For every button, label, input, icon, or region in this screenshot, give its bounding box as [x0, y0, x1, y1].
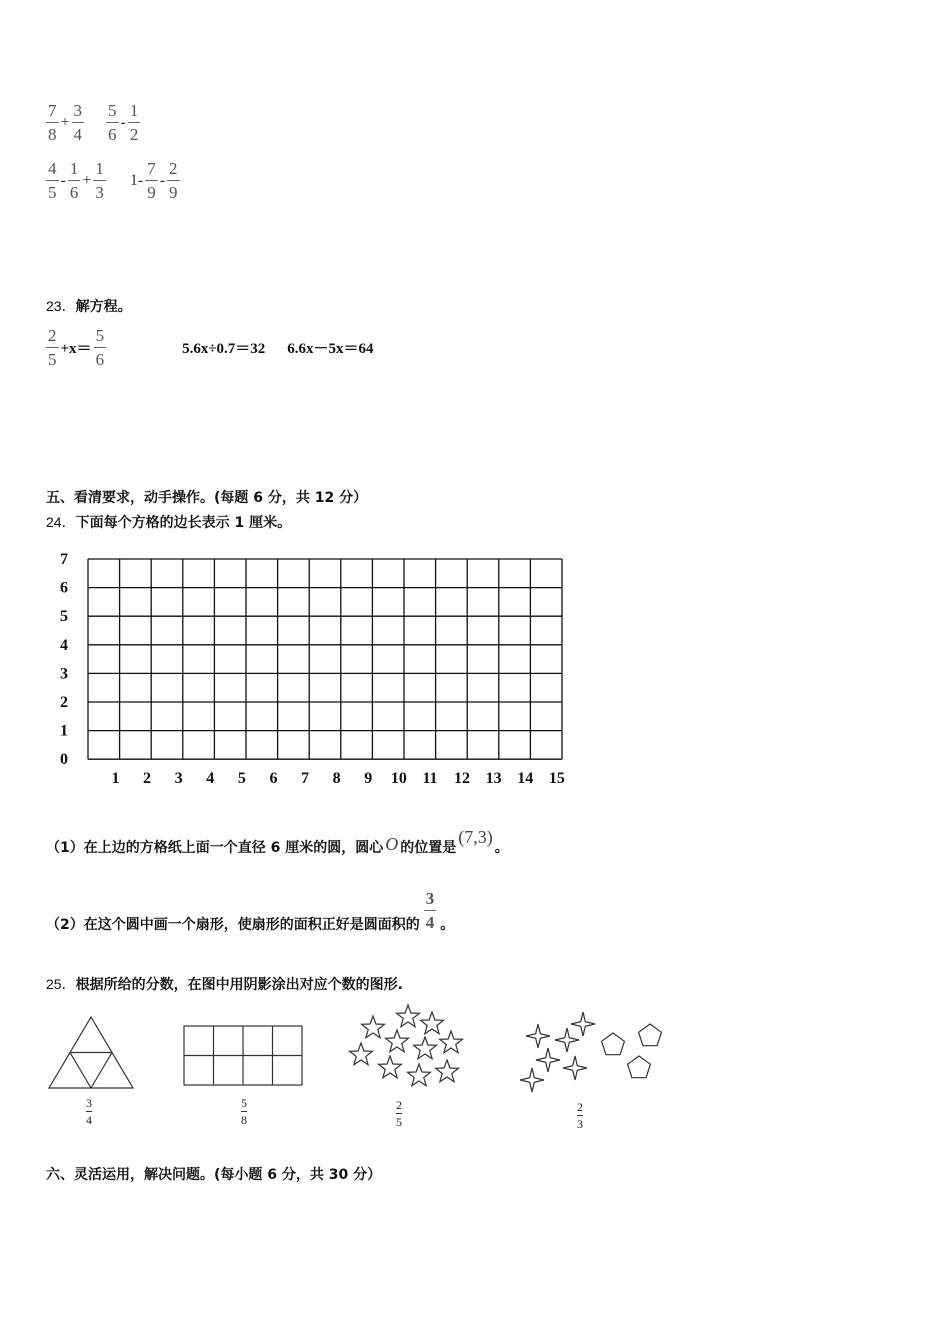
y-axis-label: 4 [60, 636, 68, 654]
operator: + [60, 113, 70, 131]
fraction-2-3: $\frac{2}{3}$ [577, 1100, 583, 1131]
fraction: $\frac{3}{4}$ [73, 101, 83, 144]
fraction: $\frac{5}{6}$ [108, 101, 117, 144]
fraction: $\frac{2}{5}$ [48, 326, 57, 369]
four-point-star [555, 1028, 579, 1052]
four-point-star [526, 1024, 550, 1048]
five-point-star [386, 1030, 409, 1052]
rectangle-figure [182, 1024, 304, 1088]
x-axis-label: 10 [390, 770, 407, 787]
y-axis-label: 2 [60, 694, 68, 711]
stars-figure [345, 1002, 470, 1097]
four-point-star [563, 1056, 587, 1080]
pentagon [628, 1056, 651, 1078]
fraction: $\frac{1}{3}$ [95, 159, 104, 202]
section-5-heading: 五、看清要求，动手操作。(每题 6 分，共 12 分） [46, 490, 368, 506]
operator: - [60, 171, 66, 189]
five-point-star [436, 1060, 459, 1082]
q24-part1: （1）在上边的方格纸上面一个直径 6 厘米的圆，圆心 O 的位置是 (7,3) 。 [46, 827, 509, 856]
x-axis-label: 4 [206, 770, 215, 787]
y-axis-label: 5 [60, 608, 68, 626]
q23-equations [46, 327, 374, 368]
grid-paper [50, 545, 580, 790]
equation-3: 6.6x－5x＝64 [287, 341, 374, 357]
q24-part2: （2）在这个圆中画一个扇形，使扇形的面积正好是圆面积的 $\frac{3}{4}$ 。 [46, 888, 455, 933]
x-axis-label: 2 [143, 770, 152, 787]
operator: - [120, 113, 126, 131]
equation-2: 5.6x÷0.7＝32 [182, 341, 266, 357]
four-point-star [571, 1012, 595, 1036]
operator: + [82, 171, 92, 189]
fraction-3-4: $\frac{3}{4}$ [86, 1096, 92, 1127]
x-axis-label: 13 [485, 770, 502, 787]
five-point-star [421, 1012, 444, 1034]
four-point-star [520, 1068, 544, 1092]
x-axis-label: 15 [548, 770, 565, 787]
fraction: $\frac{1}{6}$ [69, 159, 79, 202]
operator: - [159, 171, 166, 189]
operator: 1- [129, 171, 144, 189]
q25-heading: 25．根据所给的分数，在图中用阴影涂出对应个数的图形. [46, 976, 403, 993]
x-axis-label: 12 [454, 770, 471, 787]
triangle-figure [46, 1014, 138, 1094]
x-axis-label: 7 [301, 770, 310, 787]
coordinate: (7,3) [458, 827, 493, 847]
five-point-star [440, 1031, 463, 1053]
q22-row1 [46, 102, 140, 143]
center-symbol: O [385, 834, 399, 854]
fraction: $\frac{2}{9}$ [169, 159, 178, 202]
y-axis-label: 1 [60, 722, 68, 740]
fraction-2-5: $\frac{2}{5}$ [396, 1098, 402, 1129]
x-axis-label: 6 [269, 770, 278, 787]
q24-heading: 24．下面每个方格的边长表示 1 厘米。 [46, 514, 292, 531]
fraction: $\frac{3}{4}$ [425, 888, 435, 932]
pentagon [602, 1033, 625, 1055]
pentagon [639, 1024, 662, 1046]
five-point-star [379, 1056, 402, 1078]
y-axis-label: 7 [60, 551, 68, 568]
x-axis-label: 14 [517, 770, 534, 787]
x-axis-label: 5 [237, 770, 246, 787]
sparkles-pentagons-figure [515, 1008, 670, 1096]
four-point-star [536, 1048, 560, 1072]
x-axis-label: 9 [364, 770, 373, 787]
fraction: $\frac{7}{8}$ [48, 101, 57, 144]
fraction: $\frac{1}{2}$ [129, 101, 139, 144]
y-axis-label: 6 [60, 579, 68, 597]
fraction-5-8: $\frac{5}{8}$ [241, 1096, 247, 1127]
fraction: $\frac{4}{5}$ [48, 159, 57, 202]
five-point-star [414, 1037, 437, 1059]
x-axis-label: 8 [332, 770, 341, 787]
y-axis-label: 0 [60, 751, 68, 769]
q22-row2 [46, 160, 180, 201]
equation-text: +x＝ [60, 341, 92, 357]
five-point-star [397, 1005, 420, 1027]
fraction: $\frac{5}{6}$ [95, 326, 105, 369]
five-point-star [408, 1064, 431, 1086]
five-point-star [350, 1043, 373, 1065]
x-axis-label: 3 [174, 770, 183, 787]
x-axis-label: 11 [422, 770, 438, 787]
five-point-star [362, 1016, 385, 1038]
section-6-heading: 六、灵活运用，解决问题。(每小题 6 分，共 30 分） [46, 1167, 382, 1183]
x-axis-label: 1 [111, 770, 120, 787]
fraction: $\frac{7}{9}$ [147, 159, 156, 202]
y-axis-label: 3 [60, 665, 68, 683]
q23-heading: 23．解方程。 [46, 298, 132, 315]
